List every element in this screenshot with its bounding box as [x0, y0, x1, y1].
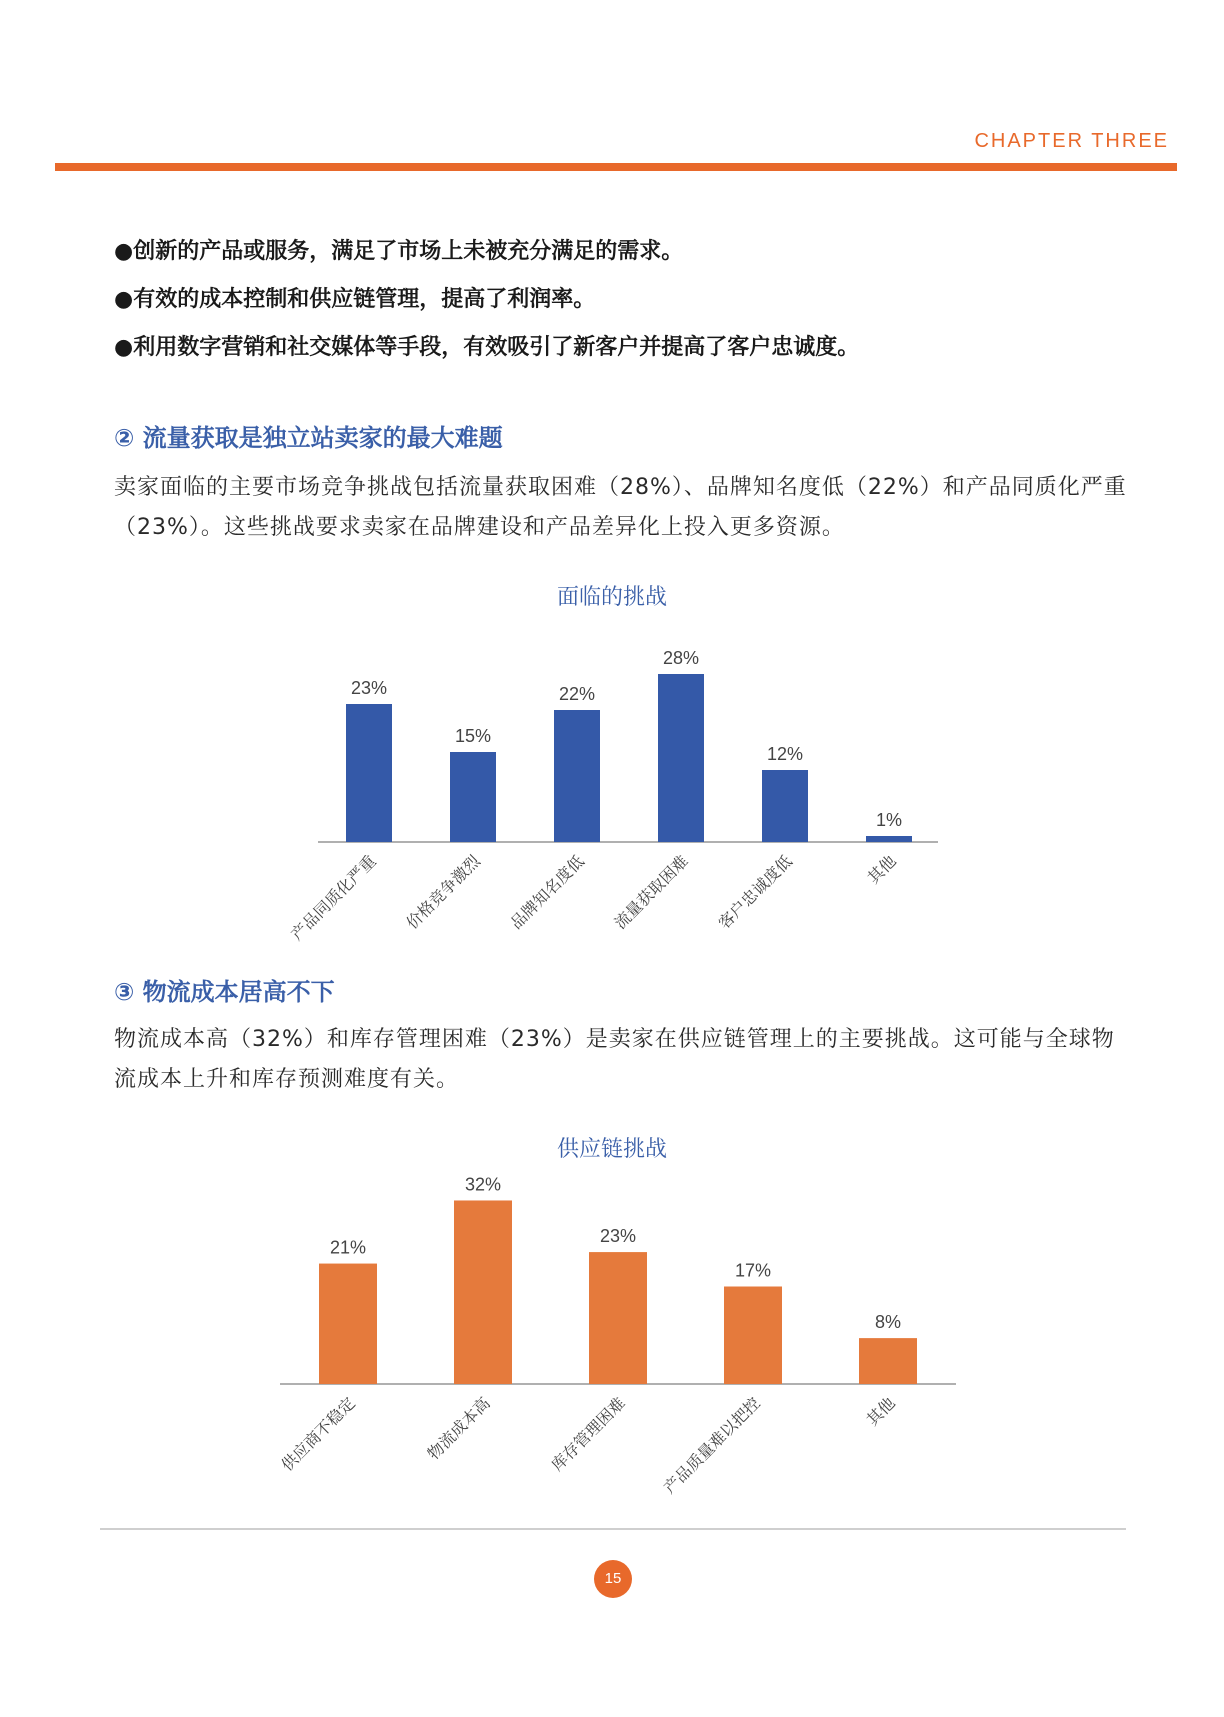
- chart-category-label: 价格竞争激烈: [402, 851, 484, 933]
- chart-bar: [554, 710, 600, 842]
- chart-bar: [859, 1338, 917, 1384]
- section-paragraph-traffic: 卖家面临的主要市场竞争挑战包括流量获取困难（28%）、品牌知名度低（22%）和产品同质化严重（23%）。这些挑战要求卖家在品牌建设和产品差异化上投入更多资源。: [114, 475, 1127, 540]
- chart-bar: [319, 1264, 377, 1384]
- chart-bar: [762, 770, 808, 842]
- chart-data-label: 23%: [599, 1226, 637, 1247]
- bullet-item: ●利用数字营销和社交媒体等手段，有效吸引了新客户并提高了客户忠诚度。: [114, 335, 860, 360]
- bullet-item: ●创新的产品或服务，满足了市场上未被充分满足的需求。: [114, 239, 684, 264]
- section-paragraph-logistics: 物流成本高（32%）和库存管理困难（23%）是卖家在供应链管理上的主要挑战。这可能与全球物流成本上升和库存预测难度有关。: [114, 1027, 1115, 1092]
- chart-category-label: 物流成本高: [423, 1393, 494, 1464]
- chapter-label: CHAPTER THREE: [974, 130, 1169, 152]
- challenges-chart-svg: [0, 572, 1224, 972]
- chart-category-label: 品牌知名度低: [506, 851, 588, 933]
- chart-title: 面临的挑战: [556, 585, 668, 610]
- chart-category-label: 其他: [862, 1393, 899, 1430]
- chart-category-label: 产品同质化严重: [287, 851, 380, 945]
- chart-bar: [346, 704, 392, 842]
- chart-category-label: 产品质量难以把控: [659, 1393, 764, 1498]
- chart-bar: [724, 1287, 782, 1385]
- chart-bar: [454, 1200, 512, 1384]
- chart-data-label: 17%: [734, 1260, 772, 1281]
- chart-data-label: 28%: [662, 648, 700, 668]
- chart-data-label: 32%: [464, 1174, 502, 1195]
- chart-category-label: 库存管理困难: [547, 1393, 629, 1475]
- supply-chain-chart-svg: [0, 1124, 1224, 1524]
- page-number: 15: [594, 1560, 632, 1598]
- chart-category-label: 其他: [863, 851, 900, 888]
- challenges-chart: [0, 572, 1224, 972]
- chart-bar: [658, 674, 704, 842]
- chart-bar: [589, 1252, 647, 1384]
- chart-data-label: 22%: [558, 684, 596, 704]
- section-heading-traffic: ② 流量获取是独立站卖家的最大难题: [114, 424, 503, 452]
- supply-chain-chart: [0, 1124, 1224, 1524]
- section-heading-logistics: ③ 物流成本居高不下: [114, 978, 335, 1006]
- chart-category-label: 流量获取困难: [610, 851, 692, 933]
- bullet-list: [114, 232, 859, 376]
- chart-data-label: 8%: [874, 1312, 902, 1333]
- chart-data-label: 21%: [329, 1237, 367, 1258]
- chart-title: 供应链挑战: [556, 1137, 668, 1162]
- chart-bar: [450, 752, 496, 842]
- chart-data-label: 15%: [454, 726, 492, 746]
- chart-category-label: 客户忠诚度低: [714, 851, 796, 933]
- chart-data-label: 12%: [766, 744, 804, 764]
- chart-data-label: 23%: [350, 678, 388, 698]
- chart-category-label: 供应商不稳定: [277, 1393, 359, 1475]
- footer-rule: [100, 1528, 1126, 1530]
- chart-data-label: 1%: [875, 810, 903, 830]
- chart-bar: [866, 836, 912, 842]
- header-rule: [55, 163, 1177, 171]
- bullet-item: ●有效的成本控制和供应链管理，提高了利润率。: [114, 287, 596, 312]
